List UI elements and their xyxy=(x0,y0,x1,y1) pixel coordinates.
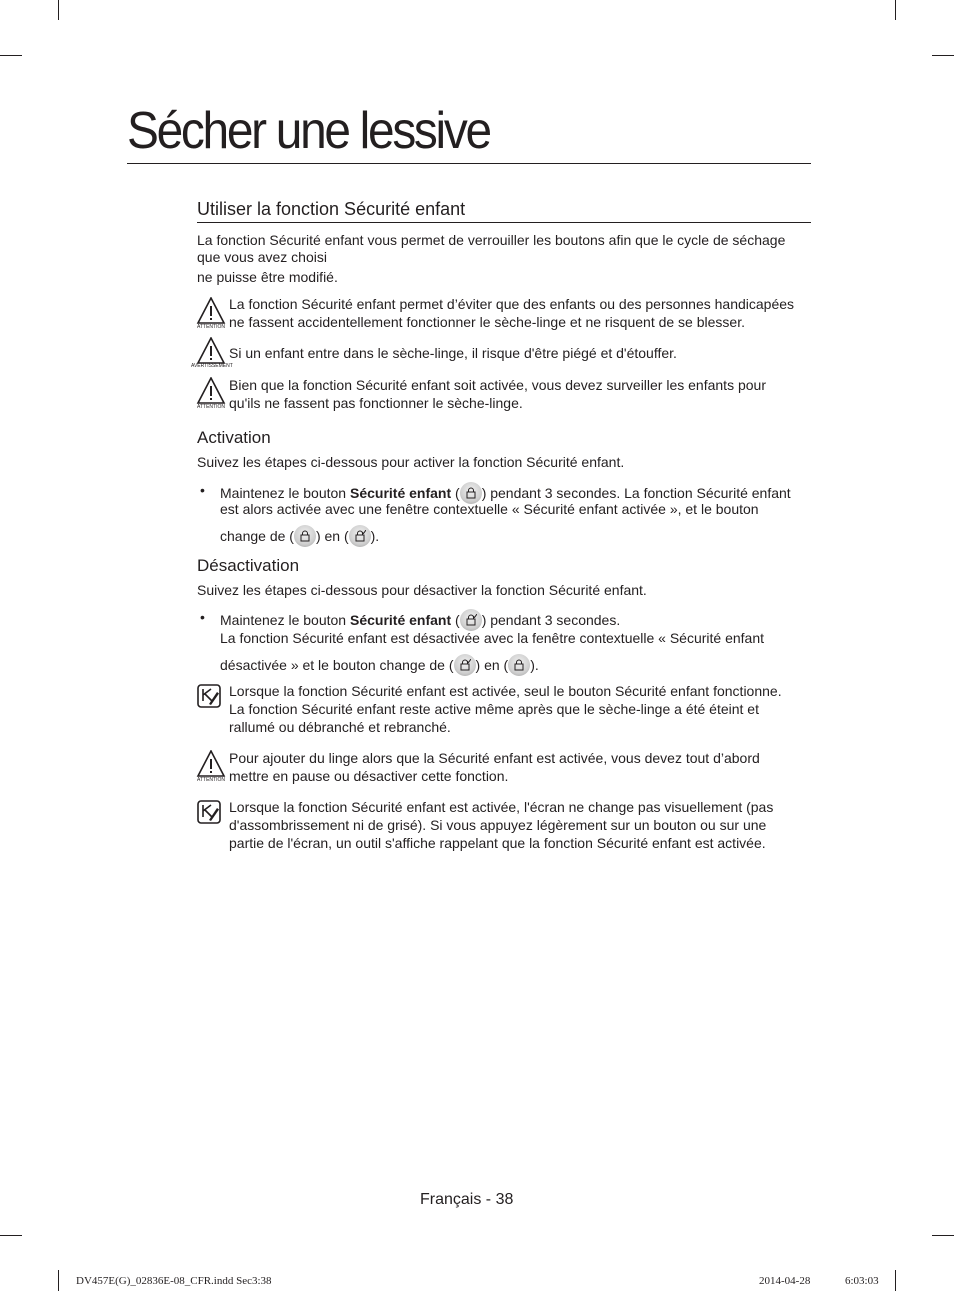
note-icon xyxy=(197,684,221,708)
step-text: change de ( xyxy=(220,528,294,544)
note-text: Lorsque la fonction Sécurité enfant est activée, seul le bouton Sécurité enfant fonctionne. xyxy=(229,683,782,699)
step-text: Maintenez le bouton xyxy=(220,485,350,501)
step-text: ) en ( xyxy=(475,657,509,673)
note-text: rallumé ou débranché et rebranché. xyxy=(229,719,451,735)
deactivation-step-line xyxy=(220,654,812,676)
step-text: ) pendant 3 secondes. xyxy=(481,612,621,628)
warning-text: Si un enfant entre dans le sèche-linge, il risque d'être piégé et d'étouffer. xyxy=(229,345,677,361)
child-lock-active-icon xyxy=(454,654,476,676)
intro-line: ne puisse être modifié. xyxy=(197,269,338,285)
section-rule xyxy=(197,222,811,223)
step-text: ) pendant 3 secondes. La fonction Sécurité enfant xyxy=(481,485,791,501)
warning-text: Bien que la fonction Sécurité enfant soit activée, vous devez surveiller les enfants pour xyxy=(229,377,766,393)
child-lock-button-icon xyxy=(508,654,530,676)
crop-mark xyxy=(0,1235,22,1236)
deactivation-intro: Suivez les étapes ci-dessous pour désactiver la fonction Sécurité enfant. xyxy=(197,582,647,598)
crop-mark xyxy=(895,1270,896,1291)
section-title: Utiliser la fonction Sécurité enfant xyxy=(197,199,466,219)
step-text: ). xyxy=(530,657,539,673)
bullet: • xyxy=(200,482,205,498)
crop-mark xyxy=(895,0,896,20)
slug-time: 6:03:03 xyxy=(845,1275,879,1287)
child-lock-button-icon xyxy=(294,525,316,547)
step-text: ) en ( xyxy=(315,528,349,544)
warning-text: Pour ajouter du linge alors que la Sécurité enfant est activée, vous devez tout d’abord xyxy=(229,750,760,766)
icon-caption: ATTENTION xyxy=(197,324,225,330)
attention-icon xyxy=(191,750,231,786)
activation-intro: Suivez les étapes ci-dessous pour activer la fonction Sécurité enfant. xyxy=(197,454,625,470)
child-lock-active-icon xyxy=(349,525,371,547)
crop-mark xyxy=(58,1270,59,1291)
icon-caption: AVERTISSEMENT xyxy=(191,363,233,369)
deactivation-heading: Désactivation xyxy=(197,556,300,575)
slug-file: DV457E(G)_02836E-08_CFR.indd Sec3:38 xyxy=(76,1275,272,1287)
bullet: • xyxy=(200,609,205,625)
step-text: Maintenez le bouton xyxy=(220,612,350,628)
note-text: partie de l'écran, un outil s'affiche rappelant que la fonction Sécurité enfant est activée. xyxy=(229,835,766,851)
crop-mark xyxy=(58,0,59,20)
step-text: ). xyxy=(370,528,380,544)
activation-step-line: est alors activée avec une fenêtre contextuelle « Sécurité enfant activée », et le bouton xyxy=(220,501,759,517)
crop-mark xyxy=(932,1235,954,1236)
warning-text: La fonction Sécurité enfant permet d’éviter que des enfants ou des personnes handicapées xyxy=(229,296,795,312)
step-text: ( xyxy=(451,612,460,628)
child-lock-active-icon xyxy=(460,609,482,631)
note-text: d'assombrissement ni de grisé). Si vous appuyez légèrement sur un bouton ou sur une xyxy=(229,817,767,833)
title-rule xyxy=(127,163,811,164)
warning-icon xyxy=(191,337,231,373)
step-text: désactivée » et le bouton change de ( xyxy=(220,657,454,673)
page-title: Sécher une lessive xyxy=(127,102,490,160)
icon-caption: ATTENTION xyxy=(197,404,225,410)
activation-heading: Activation xyxy=(197,428,271,447)
note-text: La fonction Sécurité enfant reste active même après que le sèche-linge a été éteint et xyxy=(229,701,759,717)
step-text: ( xyxy=(451,485,460,501)
warning-text: ne fassent accidentellement fonctionner le sèche-linge et ne risquent de se blesser. xyxy=(229,314,745,330)
note-icon xyxy=(197,800,221,824)
crop-mark xyxy=(932,55,954,56)
attention-icon xyxy=(191,297,231,333)
intro-line: que vous avez choisi xyxy=(197,249,327,265)
deactivation-step xyxy=(220,609,812,631)
step-bold: Sécurité enfant xyxy=(349,485,452,501)
icon-caption: ATTENTION xyxy=(197,777,225,783)
warning-text: qu'ils ne fassent pas fonctionner le sèche-linge. xyxy=(229,395,523,411)
crop-mark xyxy=(0,55,22,56)
attention-icon xyxy=(191,377,231,413)
warning-text: mettre en pause ou désactiver cette fonction. xyxy=(229,768,509,784)
page-number: Français - 38 xyxy=(420,1191,514,1208)
deactivation-step-line: La fonction Sécurité enfant est désactivée avec la fenêtre contextuelle « Sécurité enfant xyxy=(220,630,765,646)
step-bold: Sécurité enfant xyxy=(349,612,452,628)
note-text: Lorsque la fonction Sécurité enfant est activée, l'écran ne change pas visuellement (pas xyxy=(229,799,774,815)
intro-line: La fonction Sécurité enfant vous permet de verrouiller les boutons afin que le cycle de séchage xyxy=(197,232,786,248)
activation-step-line xyxy=(220,525,812,547)
slug-date: 2014-04-28 xyxy=(759,1275,811,1287)
